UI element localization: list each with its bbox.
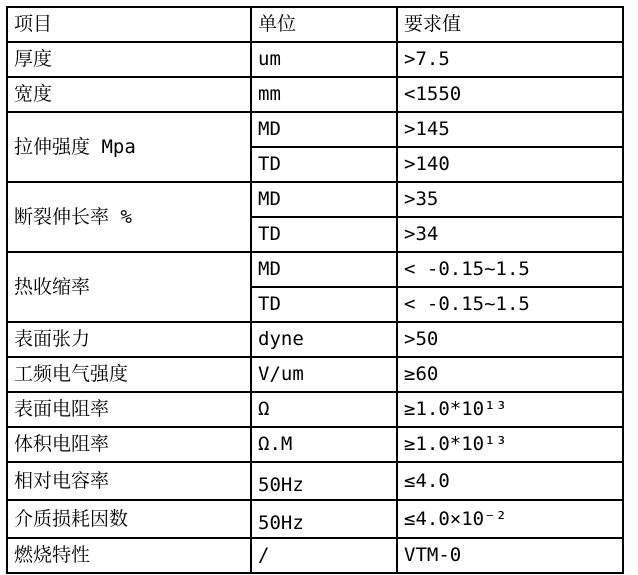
value-cell: ≥60 [397, 357, 623, 392]
value-cell: >7.5 [397, 42, 623, 77]
unit-cell: MD [251, 182, 397, 217]
unit-cell: 50Hz [251, 462, 397, 500]
table-row [7, 427, 623, 462]
table-row [7, 182, 623, 217]
value-cell: VTM-0 [397, 538, 623, 573]
value-cell: ≤4.0×10⁻² [397, 500, 623, 538]
table-row [7, 500, 623, 538]
table-row [7, 462, 623, 500]
item-cell: 介质损耗因数 [7, 500, 251, 538]
value-cell: >34 [397, 217, 623, 252]
value-cell: ≤4.0 [397, 462, 623, 500]
spec-table [6, 6, 624, 574]
unit-cell: V/um [251, 357, 397, 392]
item-cell: 热收缩率 [7, 252, 251, 322]
unit-cell: TD [251, 147, 397, 182]
unit-cell: TD [251, 217, 397, 252]
value-cell: < -0.15~1.5 [397, 252, 623, 287]
value-cell: ≥1.0*10¹³ [397, 392, 623, 427]
unit-cell: Ω.M [251, 427, 397, 462]
unit-cell: MD [251, 112, 397, 147]
unit-cell: 50Hz [251, 500, 397, 538]
table-row [7, 112, 623, 147]
item-cell: 体积电阻率 [7, 427, 251, 462]
value-cell: >140 [397, 147, 623, 182]
unit-cell: TD [251, 287, 397, 322]
unit-cell: mm [251, 77, 397, 112]
unit-cell: Ω [251, 392, 397, 427]
item-cell: 表面张力 [7, 322, 251, 357]
item-cell: 相对电容率 [7, 462, 251, 500]
item-cell: 工频电气强度 [7, 357, 251, 392]
table-row [7, 42, 623, 77]
spec-table-body [7, 42, 623, 573]
value-cell: >35 [397, 182, 623, 217]
item-cell: 厚度 [7, 42, 251, 77]
value-cell: >50 [397, 322, 623, 357]
header-required-value: 要求值 [397, 7, 623, 42]
value-cell: < -0.15~1.5 [397, 287, 623, 322]
table-row [7, 252, 623, 287]
header-item: 项目 [7, 7, 251, 42]
unit-cell: um [251, 42, 397, 77]
value-cell: >145 [397, 112, 623, 147]
value-cell: <1550 [397, 77, 623, 112]
header-row [7, 7, 623, 42]
item-cell: 宽度 [7, 77, 251, 112]
unit-cell: / [251, 538, 397, 573]
unit-cell: dyne [251, 322, 397, 357]
table-row [7, 77, 623, 112]
item-cell: 燃烧特性 [7, 538, 251, 573]
table-row [7, 538, 623, 573]
value-cell: ≥1.0*10¹³ [397, 427, 623, 462]
header-unit: 单位 [251, 7, 397, 42]
table-row [7, 357, 623, 392]
item-cell: 表面电阻率 [7, 392, 251, 427]
table-row [7, 392, 623, 427]
unit-cell: MD [251, 252, 397, 287]
table-row [7, 322, 623, 357]
item-cell: 拉伸强度 Mpa [7, 112, 251, 182]
item-cell: 断裂伸长率 % [7, 182, 251, 252]
